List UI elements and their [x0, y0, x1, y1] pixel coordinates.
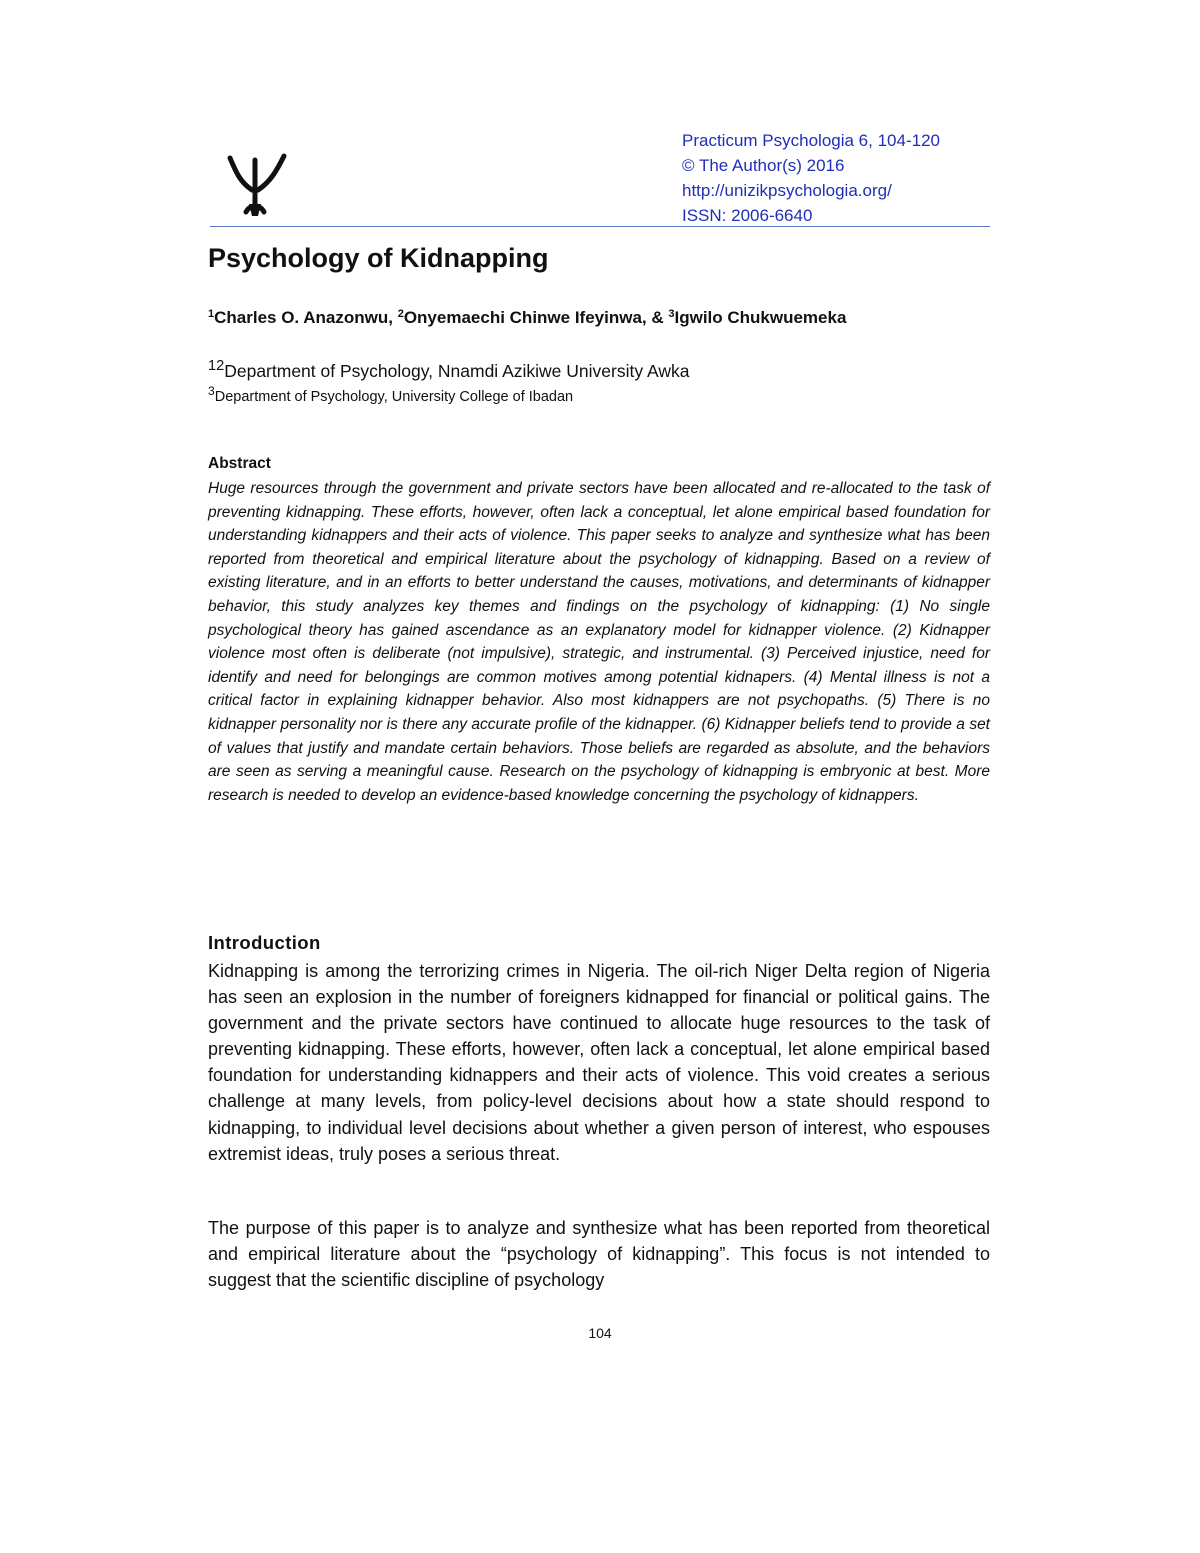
page-number: 104: [588, 1325, 612, 1341]
introduction-paragraph-2: The purpose of this paper is to analyze and synthesize what has been reported from theoretical and empirical literature about the “psychology of kidnapping”. This focus is not intended to suggest that the scientific discipline of psychology: [208, 1218, 990, 1291]
affiliation-1-marker: 12: [208, 358, 225, 374]
journal-citation: Practicum Psychologia 6, 104-120: [682, 131, 940, 150]
journal-info: [682, 128, 940, 228]
header-divider: [210, 226, 990, 227]
author-3-marker: 3: [668, 308, 675, 320]
author-list: [208, 302, 908, 330]
journal-logo: [226, 150, 290, 222]
author-1-marker: 1: [208, 308, 215, 320]
journal-url-link[interactable]: http://unizikpsychologia.org/: [682, 181, 892, 200]
abstract-heading: Abstract: [208, 455, 271, 472]
introduction-paragraph-1: Kidnapping is among the terrorizing crimes in Nigeria. The oil-rich Niger Delta region of Nigeria has seen an explosion in the number of foreigners kidnapped for financial or political gains. The government and the private sectors have continued to allocate huge resources to the task of preventing kidnapping. These efforts, however, often lack a conceptual, let alone empirical based foundation for understanding kidnappers and their acts of violence. This void creates a serious challenge at many levels, from policy-level decisions about how a state should respond to kidnapping, to individual level decisions about whether a given person of interest, who espouses extremist ideas, truly poses a serious threat.: [208, 961, 990, 1164]
affiliation-2: [208, 380, 573, 408]
affiliation-2-marker: 3: [208, 384, 215, 398]
author-2-marker: 2: [397, 308, 404, 320]
psi-trident-icon: [226, 150, 290, 222]
journal-copyright: © The Author(s) 2016: [682, 156, 845, 175]
author-1: Charles O. Anazonwu,: [214, 308, 398, 327]
affiliation-1-text: Department of Psychology, Nnamdi Azikiwe University Awka: [224, 360, 690, 381]
paper-title: Psychology of Kidnapping: [208, 243, 549, 273]
author-3: Igwilo Chukwuemeka: [674, 308, 847, 327]
introduction-heading: Introduction: [208, 932, 321, 953]
author-2: Onyemaechi Chinwe Ifeyinwa, &: [403, 308, 669, 327]
affiliation-2-text: Department of Psychology, University College of Ibadan: [214, 388, 574, 405]
abstract-text: Huge resources through the government and private sectors have been allocated and re-allocated to the task of preventing kidnapping. These efforts, however, often lack a conceptual, let alone empirical based foundation for understanding kidnappers and their acts of violence. This paper seeks to analyze and synthesize what has been reported from theoretical and empirical literature about the psychology of kidnapping. Based on a review of existing literature, and in an efforts to better understand the causes, motivations, and determinants of kidnapper behavior, this study analyzes key themes and findings on the psychology of kidnapping: (1) No single psychological theory has gained ascendance as an explanatory model for kidnapper violence. (2) Kidnapper violence most often is deliberate (not impulsive), strategic, and instrumental. (3) Perceived injustice, need for identify and need for belongings are common motives among potential kidnapers. (4) Mental illness is not a critical factor in explaining kidnapper behavior. Also most kidnappers are not psychopaths. (5) There is no kidnapper personality nor is there any accurate profile of the kidnapper. (6) Kidnapper beliefs tend to provide a set of values that justify and mandate certain behaviors. Those beliefs are regarded as absolute, and the behaviors are seen as serving a meaningful cause. Research on the psychology of kidnapping is embryonic at best. More research is needed to develop an evidence-based knowledge concerning the psychology of kidnappers.: [208, 480, 990, 804]
affiliation-1: [208, 354, 689, 383]
journal-issn: ISSN: 2006-6640: [682, 206, 813, 225]
